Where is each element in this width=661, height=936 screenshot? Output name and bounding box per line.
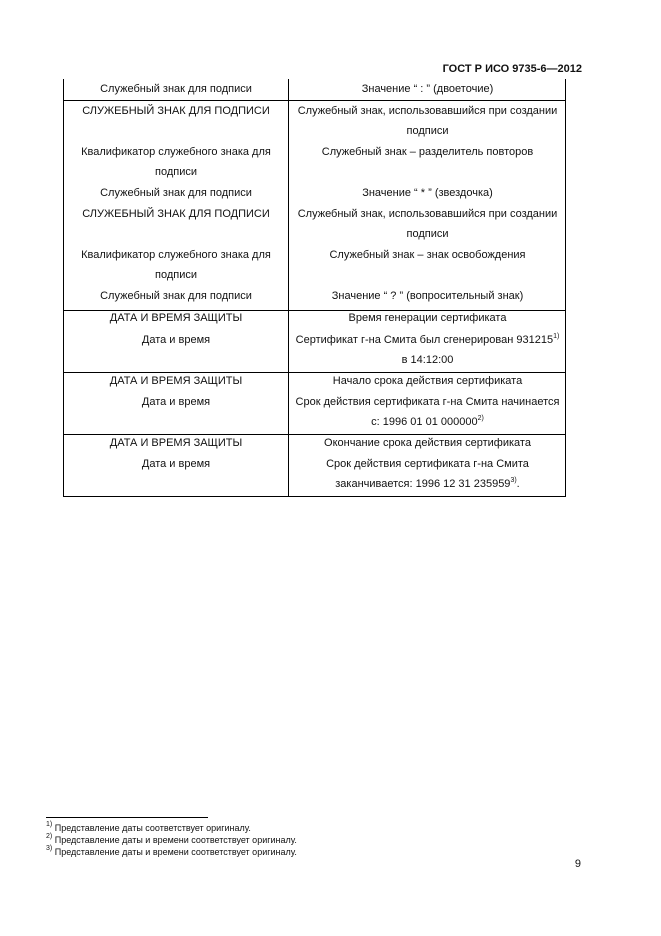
table-cell: подписи <box>406 228 449 240</box>
table-cell <box>289 330 566 351</box>
table-cell: подписи <box>155 269 197 281</box>
table-cell: ДАТА И ВРЕМЯ ЗАЩИТЫ <box>109 375 243 387</box>
table-cell: Служебный знак для подписи <box>100 290 252 302</box>
footnote-text: Представление даты соответствует оригиналу. <box>54 823 251 833</box>
table-cell: подписи <box>406 125 449 137</box>
table-cell: Служебный знак для подписи <box>100 83 252 95</box>
table-cell: Служебный знак, использовавшийся при создании <box>297 105 558 117</box>
footnote-text: Представление даты и времени соответствует оригиналу. <box>54 835 297 845</box>
footnote-divider <box>46 817 208 818</box>
table-cell: ДАТА И ВРЕМЯ ЗАЩИТЫ <box>109 312 243 324</box>
table-cell: Служебный знак, использовавшийся при создании <box>297 208 558 220</box>
cell-text: Сертификат г-на Смита был сгенерирован 931215 <box>295 334 554 346</box>
footnote-ref: 1) <box>553 333 560 340</box>
footnote-mark: 2) <box>46 833 53 840</box>
table-cell: Срок действия сертификата г-на Смита <box>326 458 529 470</box>
footnote-mark: 1) <box>46 821 53 828</box>
footnote-ref: 3) <box>510 477 517 484</box>
table-cell: подписи <box>155 166 197 178</box>
table-cell: Служебный знак для подписи <box>100 187 252 199</box>
table-cell: ДАТА И ВРЕМЯ ЗАЩИТЫ <box>109 437 243 449</box>
page-header: ГОСТ Р ИСО 9735-6—2012 <box>442 63 582 75</box>
page-number: 9 <box>574 858 581 870</box>
footnote <box>46 822 297 834</box>
table-cell: СЛУЖЕБНЫЙ ЗНАК ДЛЯ ПОДПИСИ <box>82 208 270 220</box>
table-cell: Значение “ ? ” (вопросительный знак) <box>331 290 524 302</box>
table-cell: СЛУЖЕБНЫЙ ЗНАК ДЛЯ ПОДПИСИ <box>82 105 270 117</box>
footnote <box>46 834 297 846</box>
table-cell <box>289 412 566 433</box>
table-cell: в 14:12:00 <box>401 354 454 366</box>
table-cell: Срок действия сертификата г-на Смита начинается <box>295 396 560 408</box>
footnotes <box>46 822 297 858</box>
cell-text: заканчивается: 1996 12 31 235959 <box>335 478 511 490</box>
table-cell: Дата и время <box>141 334 211 346</box>
table-cell: Квалификатор служебного знака для <box>81 249 271 261</box>
table-cell: Служебный знак – разделитель повторов <box>321 146 534 158</box>
table-cell: Квалификатор служебного знака для <box>81 146 271 158</box>
table-cell <box>289 474 566 495</box>
footnote-text: Представление даты и времени соответствует оригиналу. <box>54 847 297 857</box>
footnote-mark: 3) <box>46 845 53 852</box>
footnote-ref: 2) <box>477 415 484 422</box>
table-cell: Время генерации сертификата <box>348 312 507 324</box>
table-cell: Окончание срока действия сертификата <box>324 437 531 449</box>
table-cell: Значение “ * ” (звездочка) <box>362 187 493 199</box>
table-cell: Дата и время <box>141 458 211 470</box>
data-table <box>63 79 566 497</box>
table-cell: Служебный знак – знак освобождения <box>329 249 526 261</box>
table-cell: Дата и время <box>141 396 211 408</box>
table-cell: Начало срока действия сертификата <box>332 375 523 387</box>
cell-text: . <box>516 478 520 490</box>
cell-text: с: 1996 01 01 000000 <box>371 416 478 428</box>
footnote <box>46 846 297 858</box>
table-cell: Значение “ : ” (двоеточие) <box>361 83 494 95</box>
